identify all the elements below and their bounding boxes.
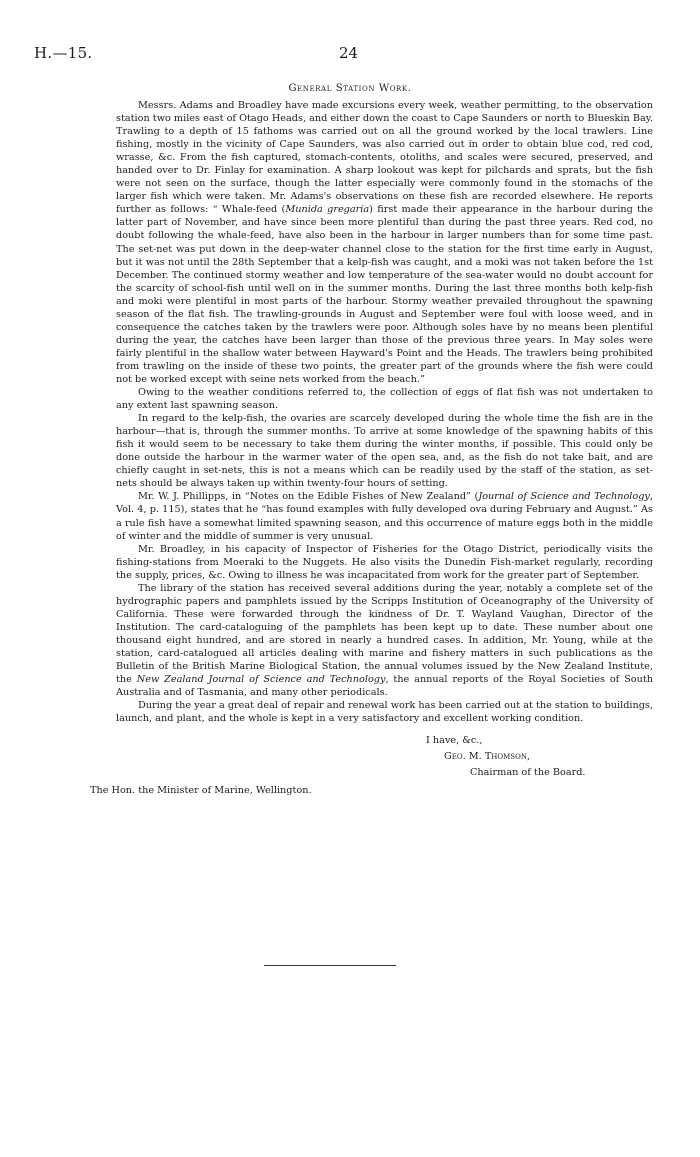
page-number: 24 [339, 44, 359, 62]
paragraph-text: ) first made their appearance in the harbour during the latter part of November, and have since been more plentiful than during the past three years. Red cod, no doubt following the whale-feed, have also been in the harbour in larger numbers than for some time past. The set-net was put down in the deep-water channel close to the station for the first time early in August, but it was not until the 28th September that a kelp-fish was caught, and a moki was not taken before the 1st December. The continued stormy weather and low temperature of the sea-water would no doubt account for the scarcity of school-fish until well on in the summer months. During the last three months both kelp-fish and moki were plentiful in most parts of the harbour. Stormy weather prevailed throughout the spawning season of the flat fish. The trawling-grounds in August and September were foul with loose weed, and in consequence the catches taken by the trawlers were poor. Although soles have by no means been plentiful during the year, the catches have been larger than those of the previous three years. In May soles were fairly plentiful in the shallow water between Hayward's Point and the Heads. The trawlers being prohibited from trawling on the inside of these two points, the greater part of the grounds where the fish were could not be worked except with seine nets worked from the beach.” [116, 204, 653, 385]
paragraph-repairs: During the year a great deal of repair and renewal work has been carried out at the station to buildings, launch, and plant, and the whole is kept in a very satisfactory and excellent working condition. [116, 700, 653, 725]
closing-rule [264, 965, 396, 966]
species-name: Munida gregaria [285, 204, 370, 216]
paragraph-library [116, 582, 653, 699]
paragraph-observations [116, 99, 653, 386]
report-reference: H.—15. [34, 44, 93, 62]
paragraph-text: , Vol. 4, p. 115), states that he “has found examples with fully developed ova during February and August.” As a rule fish have a somewhat limited spawning season, and this occurrence of mature eggs both in the middle of winter and the middle of summer is very unusual. [116, 491, 653, 542]
paragraph-text: Messrs. Adams and Broadley have made excursions every week, weather permitting, to the observation station two miles east of Otago Heads, and either down the coast to Cape Saunders or north to Blueskin Bay. Trawling to a depth of 15 fathoms was carried out on all the ground worked by the local trawlers. Line fishing, mostly in the vicinity of Cape Saunders, was also carried out in order to obtain blue cod, red cod, wrasse, &c. From the fish captured, stomach-contents, otoliths, and scales were secured, preserved, and handed over to Dr. Finlay for examination. A sharp lookout was kept for pilchards and sprats, but the fish were not seen on the surface, though the latter especially were commonly found in the stomachs of the larger fish which were taken. Mr. Adams's observations on these fish are recorded elsewhere. He reports further as follows: “ Whale-feed ( [116, 100, 653, 216]
journal-title: Journal of Science and Technology [478, 491, 650, 503]
closing-line: I have, &c., [426, 735, 483, 746]
section-title: General Station Work. [288, 83, 412, 94]
body-text [116, 99, 653, 725]
paragraph-kelp-fish: In regard to the kelp-fish, the ovaries are scarcely developed during the whole time the fish are in the harbour—that is, through the summer months. To arrive at some knowledge of the spawning habits of this fish it would seem to be necessary to take them during the winter months, if possible. This could only be done outside the harbour in the warmer water of the open sea, and, as the fish do not take bait, and are chiefly caught in set-nets, this is not a means which can be readily used by the staff of the station, as set-nets should be always taken up within twenty-four hours of setting. [116, 413, 653, 490]
paragraph-text: Mr. W. J. Phillipps, in “Notes on the Edible Fishes of New Zealand” ( [138, 491, 479, 503]
paragraph-text: , the annual reports of the Royal Societies of South Australia and of Tasmania, and many other periodicals. [116, 674, 653, 699]
journal-title: New Zealand Journal of Science and Technology [136, 674, 386, 686]
paragraph-phillipps [116, 490, 653, 542]
signatory-name: Geo. M. Thomson, [444, 751, 531, 762]
paragraph-text: The library of the station has received several additions during the year, notably a complete set of the hydrographic papers and pamphlets issued by the Scripps Institution of Oceanography of the University of California. These were forwarded through the kindness of Dr. T. Wayland Vaughan, Director of the Institution. The card-cataloguing of the pamphlets has been kept up to date. These number about one thousand eight hundred, and are stored in nearly a hundred cases. In addition, Mr. Young, while at the station, card-catalogued all articles dealing with marine and fishery matters in such publications as the Bulletin of the British Marine Biological Station, the annual volumes issued by the New Zealand Institute, the [116, 582, 653, 686]
paragraph-broadley: Mr. Broadley, in his capacity of Inspector of Fisheries for the Otago District, periodically visits the fishing-stations from Moeraki to the Nuggets. He also visits the Dunedin Fish-market regularly, recording the supply, prices, &c. Owing to illness he was incapacitated from work for the greater part of September. [116, 543, 653, 581]
addressee: The Hon. the Minister of Marine, Wellington. [90, 785, 312, 796]
paragraph-weather: Owing to the weather conditions referred to, the collection of eggs of flat fish was not undertaken to any extent last spawning season. [116, 387, 653, 412]
signatory-title: Chairman of the Board. [470, 767, 586, 778]
